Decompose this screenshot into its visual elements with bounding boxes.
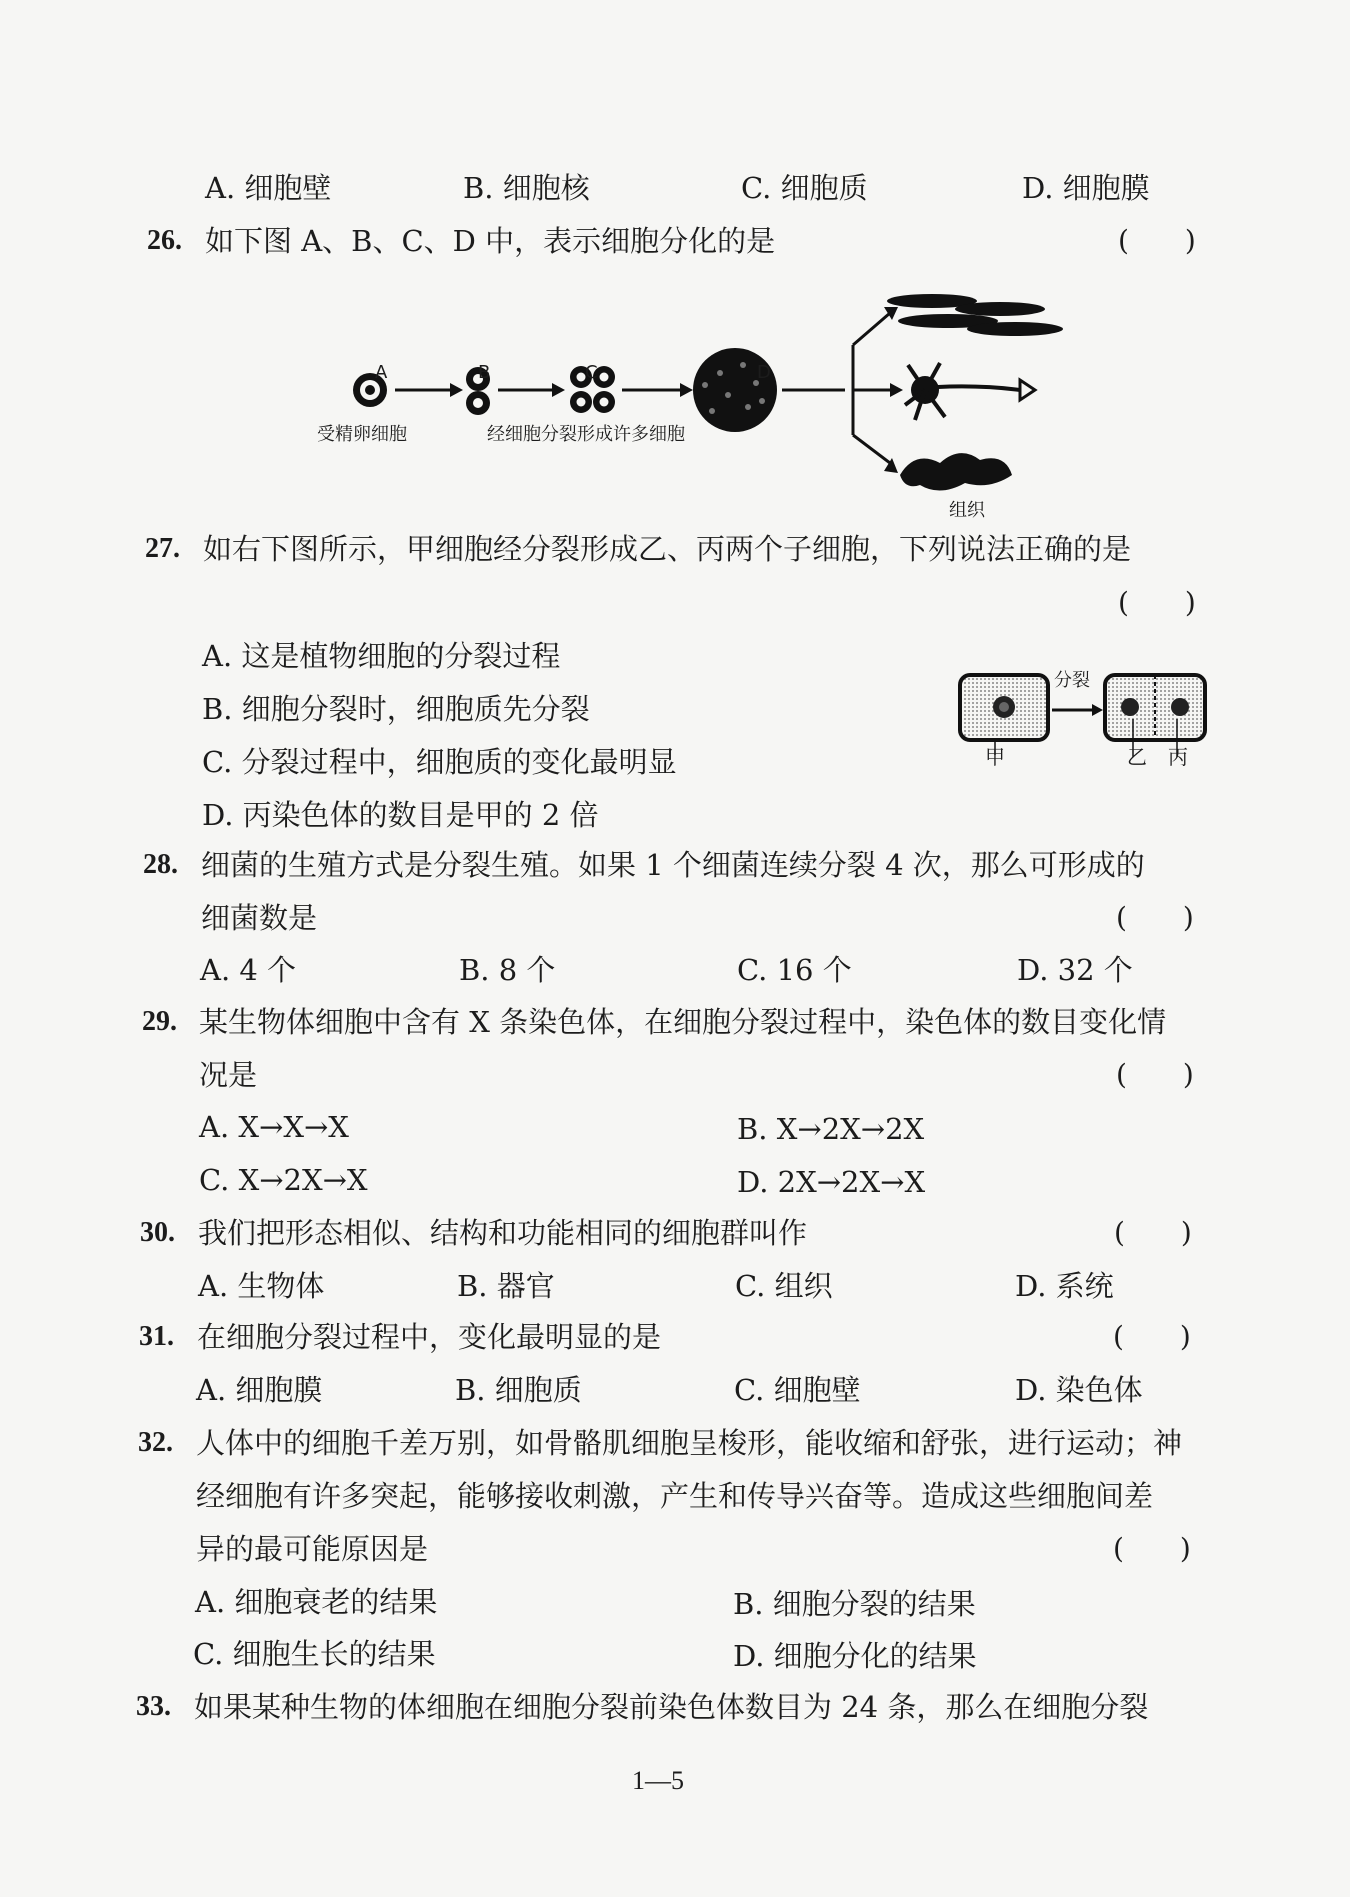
q26-figure-arrow-c: C	[585, 362, 598, 383]
q32-option-c: C. 细胞生长的结果	[193, 1637, 436, 1671]
q30-stem: 我们把形态相似、结构和功能相同的细胞群叫作	[198, 1216, 808, 1250]
q26-stem: 如下图 A、B、C、D 中，表示细胞分化的是	[205, 224, 776, 258]
q32-option-b: B. 细胞分裂的结果	[733, 1587, 976, 1621]
q25-option-a: A. 细胞壁	[205, 171, 332, 205]
q27-stem: 如右下图所示，甲细胞经分裂形成乙、丙两个子细胞，下列说法正确的是	[203, 532, 1132, 566]
muscle-tissue-icon	[887, 294, 1063, 336]
cell-mass-icon	[693, 348, 777, 432]
q26-figure-arrow-d: D	[757, 362, 771, 383]
q25-option-c: C. 细胞质	[741, 171, 868, 205]
q32-option-a: A. 细胞衰老的结果	[195, 1585, 438, 1619]
q26-label-zygote: 受精卵细胞	[317, 424, 407, 445]
q26-figure-arrow-b: B	[478, 362, 491, 383]
q26-label-tissue: 组织	[949, 500, 985, 521]
q30-option-b: B. 器官	[457, 1269, 555, 1303]
q31-option-b: B. 细胞质	[455, 1373, 582, 1407]
q29-option-b: B. X→2X→2X	[737, 1112, 925, 1146]
q27-option-d: D. 丙染色体的数目是甲的 2 倍	[202, 798, 599, 832]
q29-option-c: C. X→2X→X	[199, 1163, 368, 1197]
daughter-cells-icon	[1105, 675, 1205, 740]
q33-number: 33.	[136, 1691, 171, 1722]
q28-option-b: B. 8 个	[459, 953, 556, 987]
q28-option-c: C. 16 个	[737, 953, 852, 987]
q28-stem-line1: 细菌的生殖方式是分裂生殖。如果 1 个细菌连续分裂 4 次，那么可形成的	[201, 848, 1145, 882]
q25-option-d: D. 细胞膜	[1022, 171, 1150, 205]
q31-stem: 在细胞分裂过程中，变化最明显的是	[197, 1320, 662, 1354]
q26-answer-bracket: ( )	[1118, 224, 1196, 257]
neuron-icon	[905, 363, 1035, 420]
q31-option-d: D. 染色体	[1015, 1373, 1143, 1407]
q30-option-d: D. 系统	[1015, 1269, 1114, 1303]
q32-stem-line2: 经细胞有许多突起，能够接收刺激，产生和传导兴奋等。造成这些细胞间差	[196, 1479, 1154, 1513]
q25-option-b: B. 细胞核	[463, 171, 590, 205]
q31-answer-bracket: ( )	[1113, 1320, 1191, 1353]
q32-number: 32.	[138, 1427, 173, 1458]
q27-arrow-label: 分裂	[1054, 670, 1090, 691]
q29-option-d: D. 2X→2X→X	[737, 1165, 926, 1199]
q27-number: 27.	[145, 533, 180, 564]
q30-option-a: A. 生物体	[198, 1269, 325, 1303]
q29-option-a: A. X→X→X	[199, 1110, 349, 1144]
q32-stem-line1: 人体中的细胞千差万别，如骨骼肌细胞呈梭形，能收缩和舒张，进行运动；神	[196, 1426, 1183, 1460]
q30-answer-bracket: ( )	[1114, 1216, 1192, 1249]
q28-stem-line2: 细菌数是	[201, 901, 318, 935]
q29-answer-bracket: ( )	[1116, 1058, 1194, 1091]
q27-label-yi: 乙	[1127, 745, 1147, 769]
q26-differentiation-figure	[300, 285, 1080, 525]
q30-number: 30.	[140, 1217, 175, 1248]
q26-label-division: 经细胞分裂形成许多细胞	[487, 424, 685, 445]
page-number: 1—5	[632, 1766, 684, 1795]
q32-option-d: D. 细胞分化的结果	[733, 1639, 977, 1673]
q29-stem-line1: 某生物体细胞中含有 X 条染色体，在细胞分裂过程中，染色体的数目变化情	[199, 1005, 1167, 1039]
q27-label-jia: 甲	[985, 745, 1005, 769]
q27-answer-bracket: ( )	[1118, 586, 1196, 619]
mother-cell-jia-icon	[960, 675, 1048, 740]
q33-stem-line1: 如果某种生物的体细胞在细胞分裂前染色体数目为 24 条，那么在细胞分裂	[194, 1690, 1149, 1724]
q29-stem-line2: 况是	[199, 1058, 258, 1092]
q27-option-a: A. 这是植物细胞的分裂过程	[202, 639, 561, 673]
q32-stem-line3: 异的最可能原因是	[196, 1532, 429, 1566]
q31-option-c: C. 细胞壁	[734, 1373, 861, 1407]
q27-option-c: C. 分裂过程中，细胞质的变化最明显	[202, 745, 677, 779]
q32-answer-bracket: ( )	[1113, 1532, 1191, 1565]
tissue-cluster-icon	[900, 453, 1012, 490]
q26-number: 26.	[147, 225, 182, 256]
q28-option-d: D. 32 个	[1017, 953, 1133, 987]
q28-number: 28.	[143, 849, 178, 880]
q30-option-c: C. 组织	[735, 1269, 833, 1303]
q31-option-a: A. 细胞膜	[196, 1373, 323, 1407]
q29-number: 29.	[142, 1006, 177, 1037]
q31-number: 31.	[139, 1321, 174, 1352]
q27-option-b: B. 细胞分裂时，细胞质先分裂	[202, 692, 590, 726]
q27-label-bing: 丙	[1168, 745, 1188, 769]
q28-option-a: A. 4 个	[200, 953, 297, 987]
q28-answer-bracket: ( )	[1116, 901, 1194, 934]
q26-figure-arrow-a: A	[375, 362, 388, 383]
